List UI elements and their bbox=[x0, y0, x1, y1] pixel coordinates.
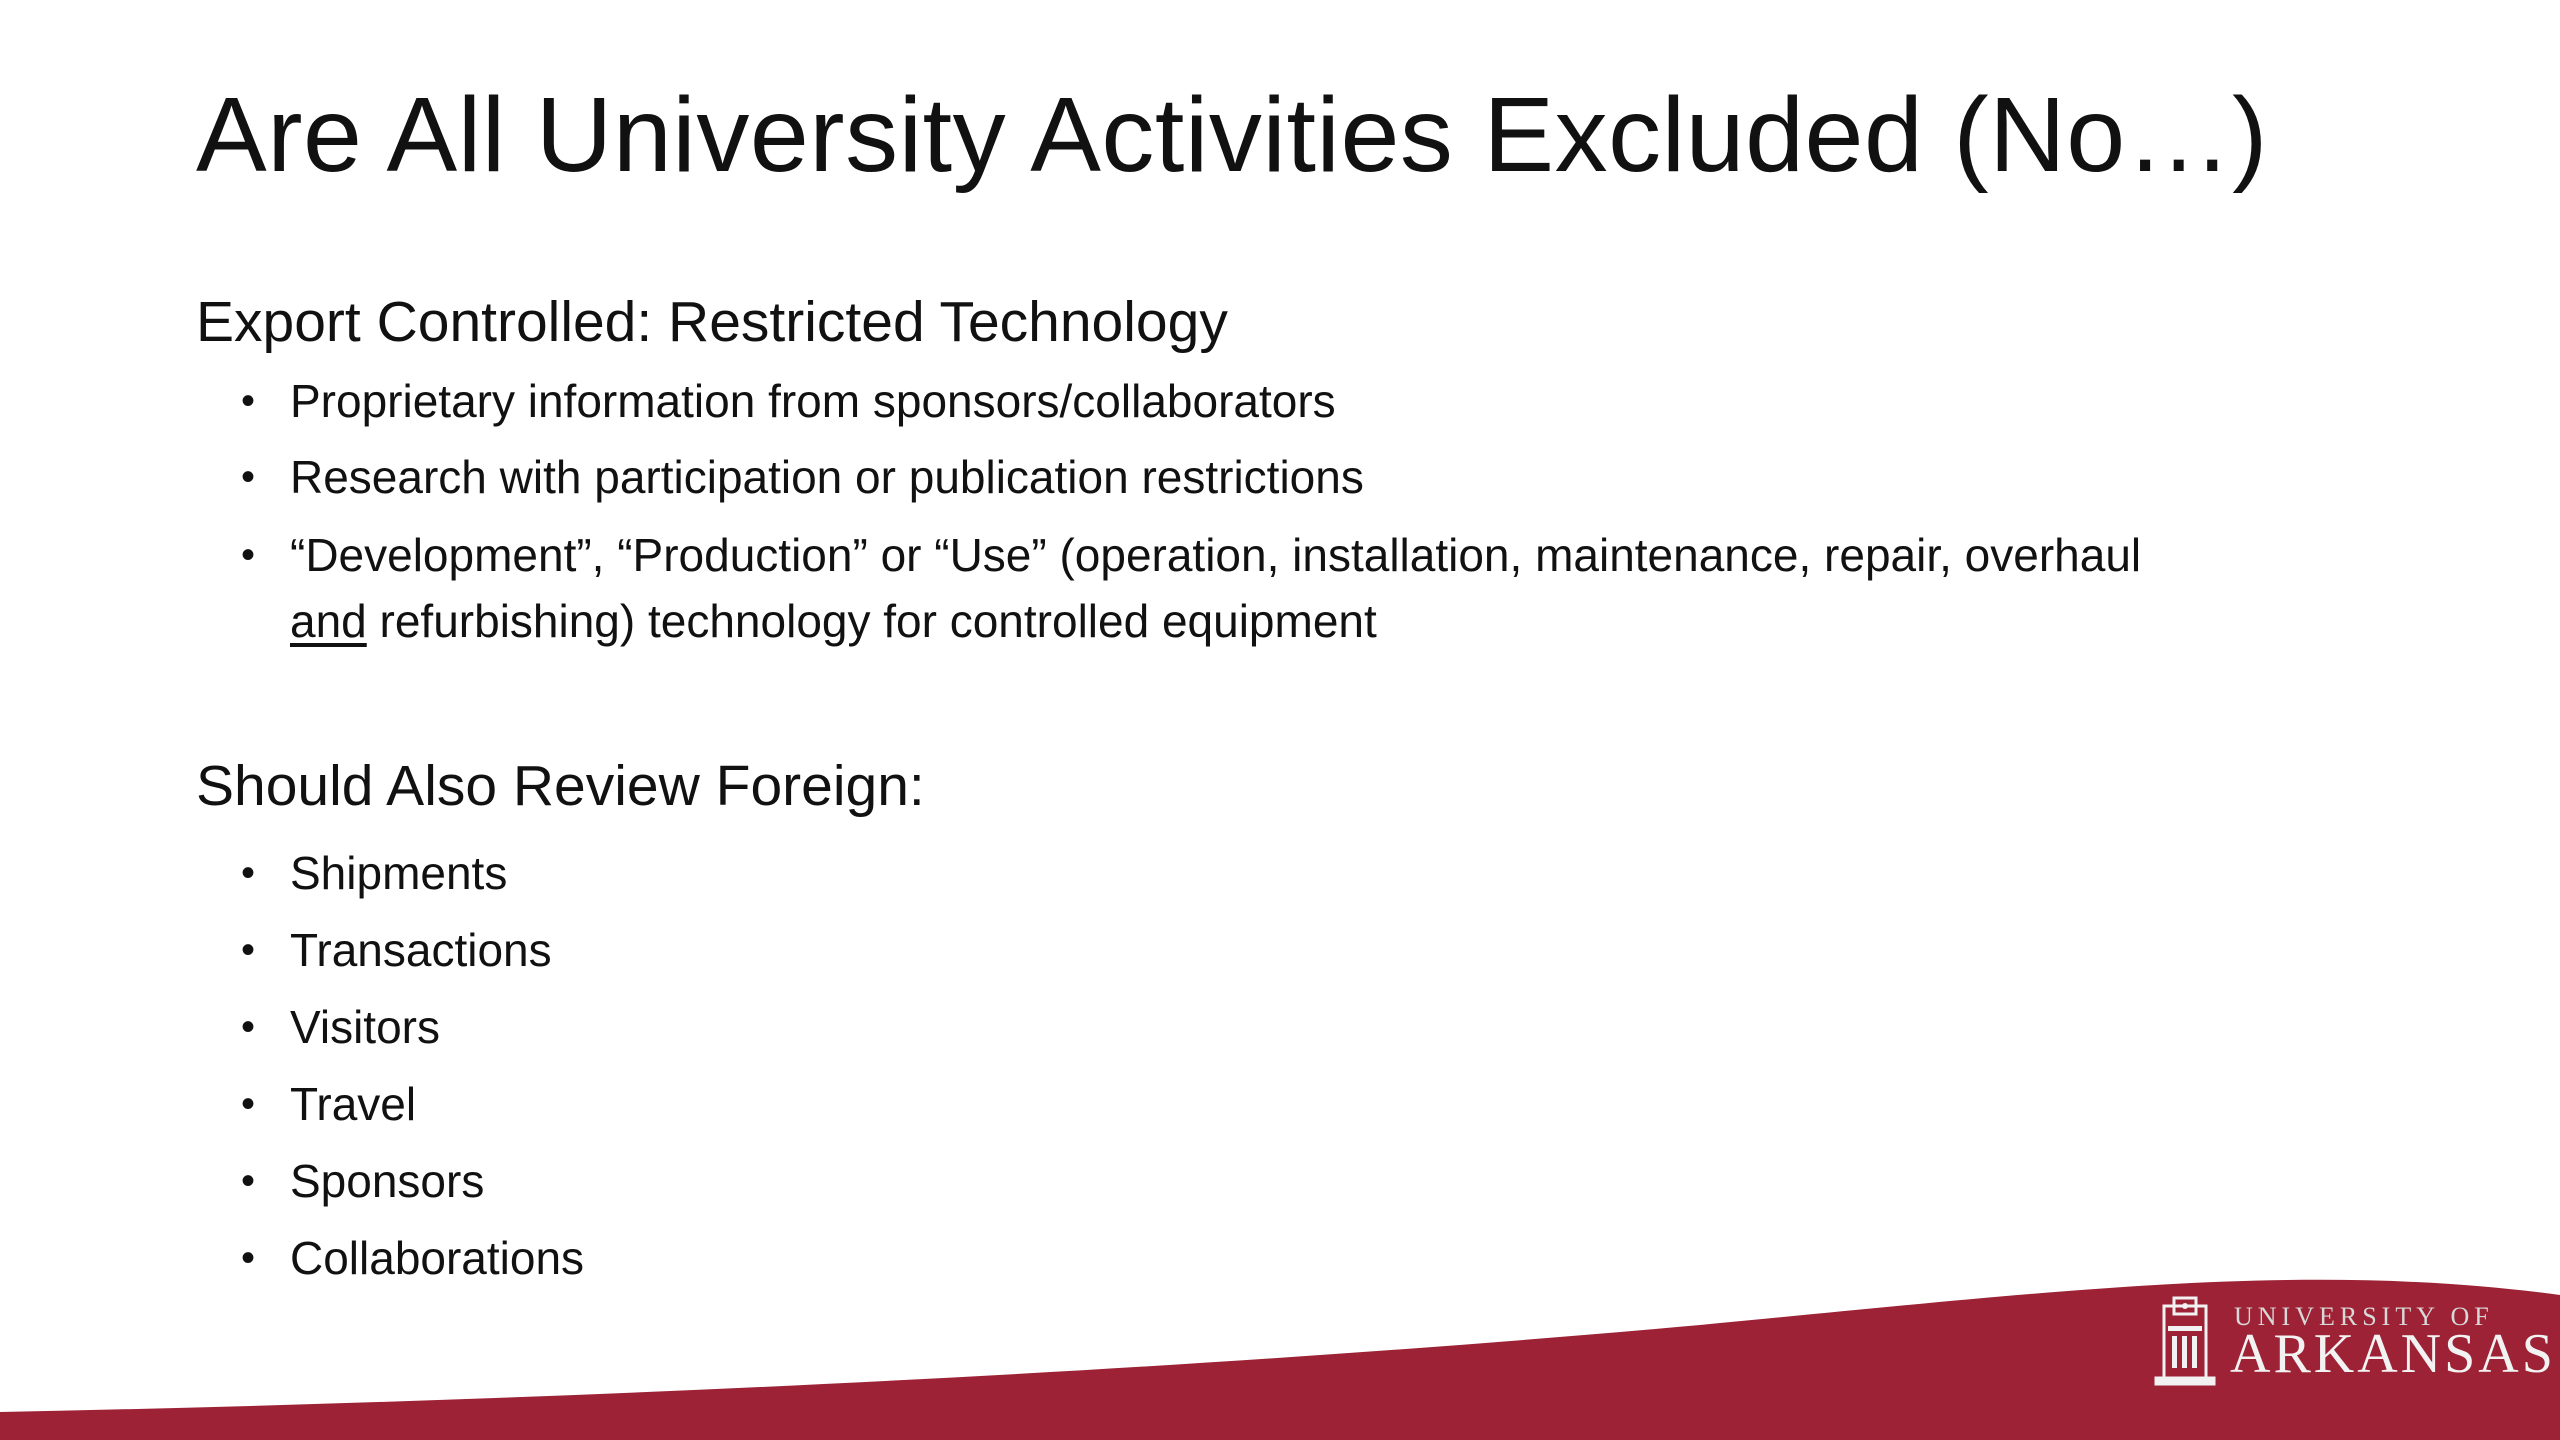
university-logo bbox=[2150, 1296, 2556, 1396]
logo-text-arkansas: ARKANSAS bbox=[2230, 1323, 2556, 1385]
list-item-text-start: “Development”, “Production” or “Use” (operation, installation, maintenance, repair, overhaul bbox=[290, 529, 2142, 581]
list-item-text: Visitors bbox=[290, 1001, 440, 1053]
slide-title: Are All University Activities Excluded (No…) bbox=[196, 76, 2268, 194]
bullet-dot: • bbox=[241, 851, 256, 895]
list-item bbox=[241, 994, 584, 1060]
list-item-text: Proprietary information from sponsors/collaborators bbox=[290, 375, 1336, 427]
list-item bbox=[241, 1148, 584, 1214]
bullet-dot: • bbox=[241, 379, 256, 423]
list-item bbox=[241, 917, 584, 983]
list-item-text-end: refurbishing) technology for controlled equipment bbox=[366, 595, 1377, 647]
list-item-text: Shipments bbox=[290, 847, 508, 899]
list-item-text: Collaborations bbox=[290, 1232, 585, 1284]
list-item-text: Sponsors bbox=[290, 1155, 485, 1207]
list-item bbox=[241, 840, 584, 906]
list-item bbox=[241, 1071, 584, 1137]
bullet-dot: • bbox=[241, 455, 256, 499]
old-main-emblem-icon bbox=[2150, 1296, 2220, 1388]
bullet-dot: • bbox=[241, 1236, 256, 1280]
bullet-dot: • bbox=[241, 928, 256, 972]
list-item-text: Research with participation or publication restrictions bbox=[290, 451, 1364, 503]
underlined-word: and bbox=[290, 595, 367, 647]
list-item-text: Travel bbox=[290, 1078, 417, 1130]
list-item bbox=[241, 522, 2220, 654]
section-heading-review-foreign: Should Also Review Foreign: bbox=[196, 754, 925, 818]
section-heading-export-controlled: Export Controlled: Restricted Technology bbox=[196, 290, 1228, 354]
bullet-list-review-foreign bbox=[241, 840, 585, 1302]
bullet-dot: • bbox=[241, 533, 256, 577]
logo-text-university-of: UNIVERSITY OF bbox=[2234, 1302, 2494, 1331]
bullet-dot: • bbox=[241, 1005, 256, 1049]
bullet-list-restricted-technology bbox=[241, 368, 2220, 664]
bullet-dot: • bbox=[241, 1082, 256, 1126]
list-item-text: Transactions bbox=[290, 924, 552, 976]
bullet-dot: • bbox=[241, 1159, 256, 1203]
list-item bbox=[241, 368, 2220, 434]
list-item bbox=[241, 444, 2220, 510]
